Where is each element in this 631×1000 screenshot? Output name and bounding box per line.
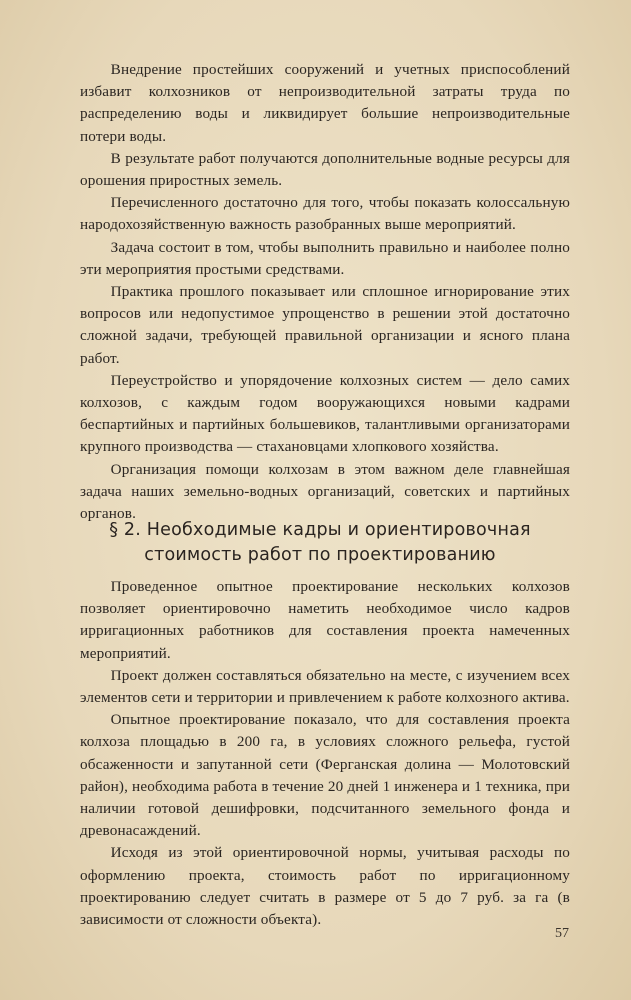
body-text-bottom [80,576,570,931]
paragraph: Задача состоит в том, чтобы выполнить правильно и наиболее полно эти мероприятия простыми средствами. [80,238,570,278]
page-number: 57 [555,926,569,941]
paragraph: Исходя из этой ориентировочной нормы, учитывая расходы по оформлению проекта, стоимость работ по ирригационному проектированию следует считать в размере от 5 до 7 руб. за га (в зависимости от сложности объекта). [80,844,570,929]
paragraph: Проект должен составляться обязательно на месте, с изучением всех элементов сети и территории и привлечением к работе колхозного актива. [80,666,570,707]
paragraph: Перечисленного достаточно для того, чтобы показать колоссальную народохозяйственную важность разобранных выше мероприятий. [80,194,570,234]
paragraph: Переустройство и упорядочение колхозных систем — дело самих колхозов, с каждым годом вооружающихся новыми кадрами беспартийных и партийных большевиков, талантливыми организаторами крупного производства — стахановцами хлопкового хозяйства. [80,371,570,456]
section-heading [70,518,570,568]
paragraph: Опытное проектирование показало, что для составления проекта колхоза площадью в 200 га, в условиях сложного рельефа, густой обсаженности и запутанной сети (Ферганская долина — Молотовский район), необходима работа в течение 20 дней 1 инженера и 1 техника, при наличии готовой дешифровки, подсчитанного земельного фонда и древонасаждений. [80,711,570,840]
paragraph: В результате работ получаются дополнительные водные ресурсы для орошения приростных земель. [80,149,570,190]
section-heading-line-2: стоимость работ по проектированию [144,545,496,565]
body-text-top [80,59,570,525]
paragraph: Организация помощи колхозам в этом важном деле главнейшая задача наших земельно-водных организаций, советских и партийных органов. [80,460,570,523]
section-heading-line-1: § 2. Необходимые кадры и ориентировочная [109,520,531,540]
paragraph: Внедрение простейших сооружений и учетных приспособлений избавит колхозников от непроизводительной затраты труда по распределению воды и ликвидирует большие непроизводительные потери воды. [80,61,570,145]
paragraph: Практика прошлого показывает или сплошное игнорирование этих вопросов или недопустимое упрощенство в решении этой достаточно сложной задачи, требующей правильной организации и ясного плана работ. [80,283,570,367]
paragraph: Проведенное опытное проектирование нескольких колхозов позволяет ориентировочно наметить необходимое число кадров ирригационных работников для составления проекта намеченных мероприятий. [80,578,570,662]
